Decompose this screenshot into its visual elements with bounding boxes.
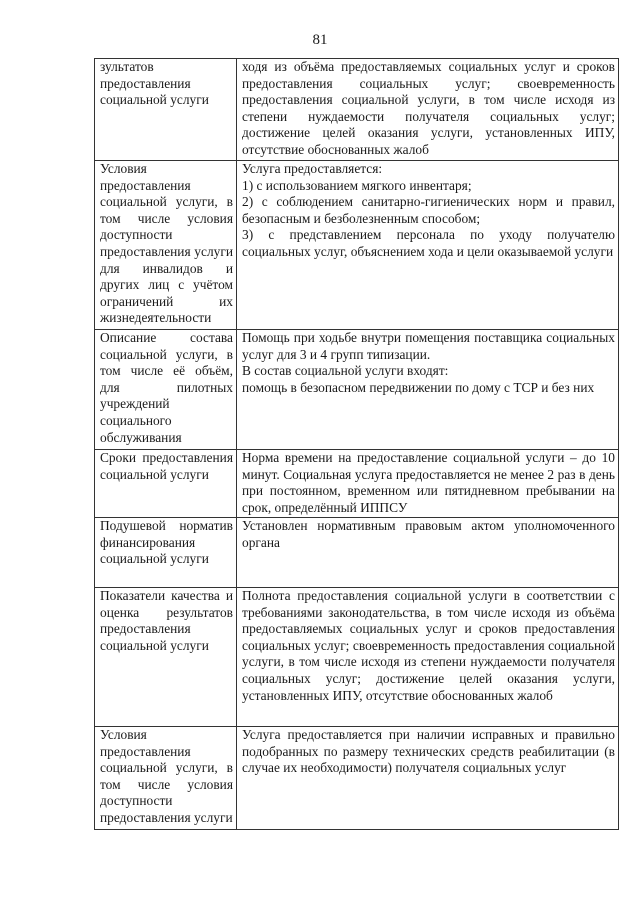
- row-label-cell: [95, 161, 237, 330]
- row-content-line: 3) с представлением персонала по уходу получателю социальных услуг, объяснением хода и цели оказываемой услуги: [242, 227, 615, 259]
- row-content-cell: [237, 161, 619, 330]
- row-label-cell: [95, 330, 237, 450]
- page-number: 81: [312, 32, 328, 48]
- row-content-cell: [237, 59, 619, 161]
- row-content-line: Установлен нормативным правовым актом уполномоченного органа: [242, 518, 615, 550]
- row-content-line: Норма времени на предоставление социальной услуги – до 10 минут. Социальная услуга предоставляется не менее 2 раз в день при постоянном, временном или пятидневном пребывании на срок, определённый ИППСУ: [242, 450, 615, 515]
- table-row: [95, 330, 619, 450]
- row-content-cell: [237, 727, 619, 830]
- row-label: Сроки предоставления социальной услуги: [100, 450, 233, 482]
- table-row: [95, 588, 619, 727]
- table-row: [95, 161, 619, 330]
- row-label-cell: [95, 59, 237, 161]
- row-label-cell: [95, 518, 237, 588]
- row-content-line: 2) с соблюдением санитарно-гигиенических норм и правил, безопасным и безболезненным способом;: [242, 194, 615, 226]
- row-content-line: ходя из объёма предоставляемых социальных услуг и сроков предоставления социальных услуг; своевременность предоставления социальной услуги, в том числе исходя из степени нуждаемости получателя социальных услуг; достижение целей оказания услуги, установленных ИПУ, отсутствие обоснованных жалоб: [242, 59, 615, 157]
- row-label: Условия предоставления социальной услуги, в том числе условия доступности предоставления услуги: [100, 727, 233, 825]
- row-label: Подушевой норматив финансирования социальной услуги: [100, 518, 233, 567]
- row-content-cell: [237, 518, 619, 588]
- table-row: [95, 450, 619, 518]
- row-content-line: Услуга предоставляется:: [242, 161, 383, 176]
- row-label: Показатели качества и оценка результатов предоставления социальной услуги: [100, 588, 233, 653]
- table-row: [95, 727, 619, 830]
- row-content-line: помощь в безопасном передвижении по дому с ТСР и без них: [242, 379, 595, 395]
- row-content-cell: [237, 588, 619, 727]
- row-label-cell: [95, 727, 237, 830]
- row-content-line: 1) с использованием мягкого инвентаря;: [242, 177, 472, 193]
- service-standard-table: [94, 58, 619, 830]
- row-content-line: Услуга предоставляется при наличии исправных и правильно подобранных по размеру технических средств реабилитации (в случае их необходимости) получателя социальных услуг: [242, 727, 615, 776]
- row-content-line: Полнота предоставления социальной услуги в соответствии с требованиями законодательства, в том числе исходя из объёма предоставляемых социальных услуг и сроков предоставления социальных услуг; своевременность предоставления социальной услуги, в том числе исходя из степени нуждаемости получателя социальных услуг; достижение целей оказания услуги, установленных ИПУ, отсутствие обоснованных жалоб: [242, 588, 615, 703]
- row-content-line: В состав социальной услуги входят:: [242, 363, 449, 379]
- row-content-cell: [237, 450, 619, 518]
- table-row: [95, 59, 619, 161]
- row-label: зультатов предоставления социальной услуги: [100, 59, 209, 108]
- row-content-line: Помощь при ходьбе внутри помещения поставщика социальных услуг для 3 и 4 групп типизации.: [242, 330, 615, 362]
- row-label: Описание состава социальной услуги, в том числе её объём, для пилотных учреждений социального обслуживания: [100, 330, 233, 445]
- row-label: Условия предоставления социальной услуги, в том числе условия доступности предоставления услуги для инвалидов и других лиц с учётом ограничений их жизнедеятельности: [100, 161, 233, 326]
- row-label-cell: [95, 588, 237, 727]
- row-content-cell: [237, 330, 619, 450]
- row-label-cell: [95, 450, 237, 518]
- table-row: [95, 518, 619, 588]
